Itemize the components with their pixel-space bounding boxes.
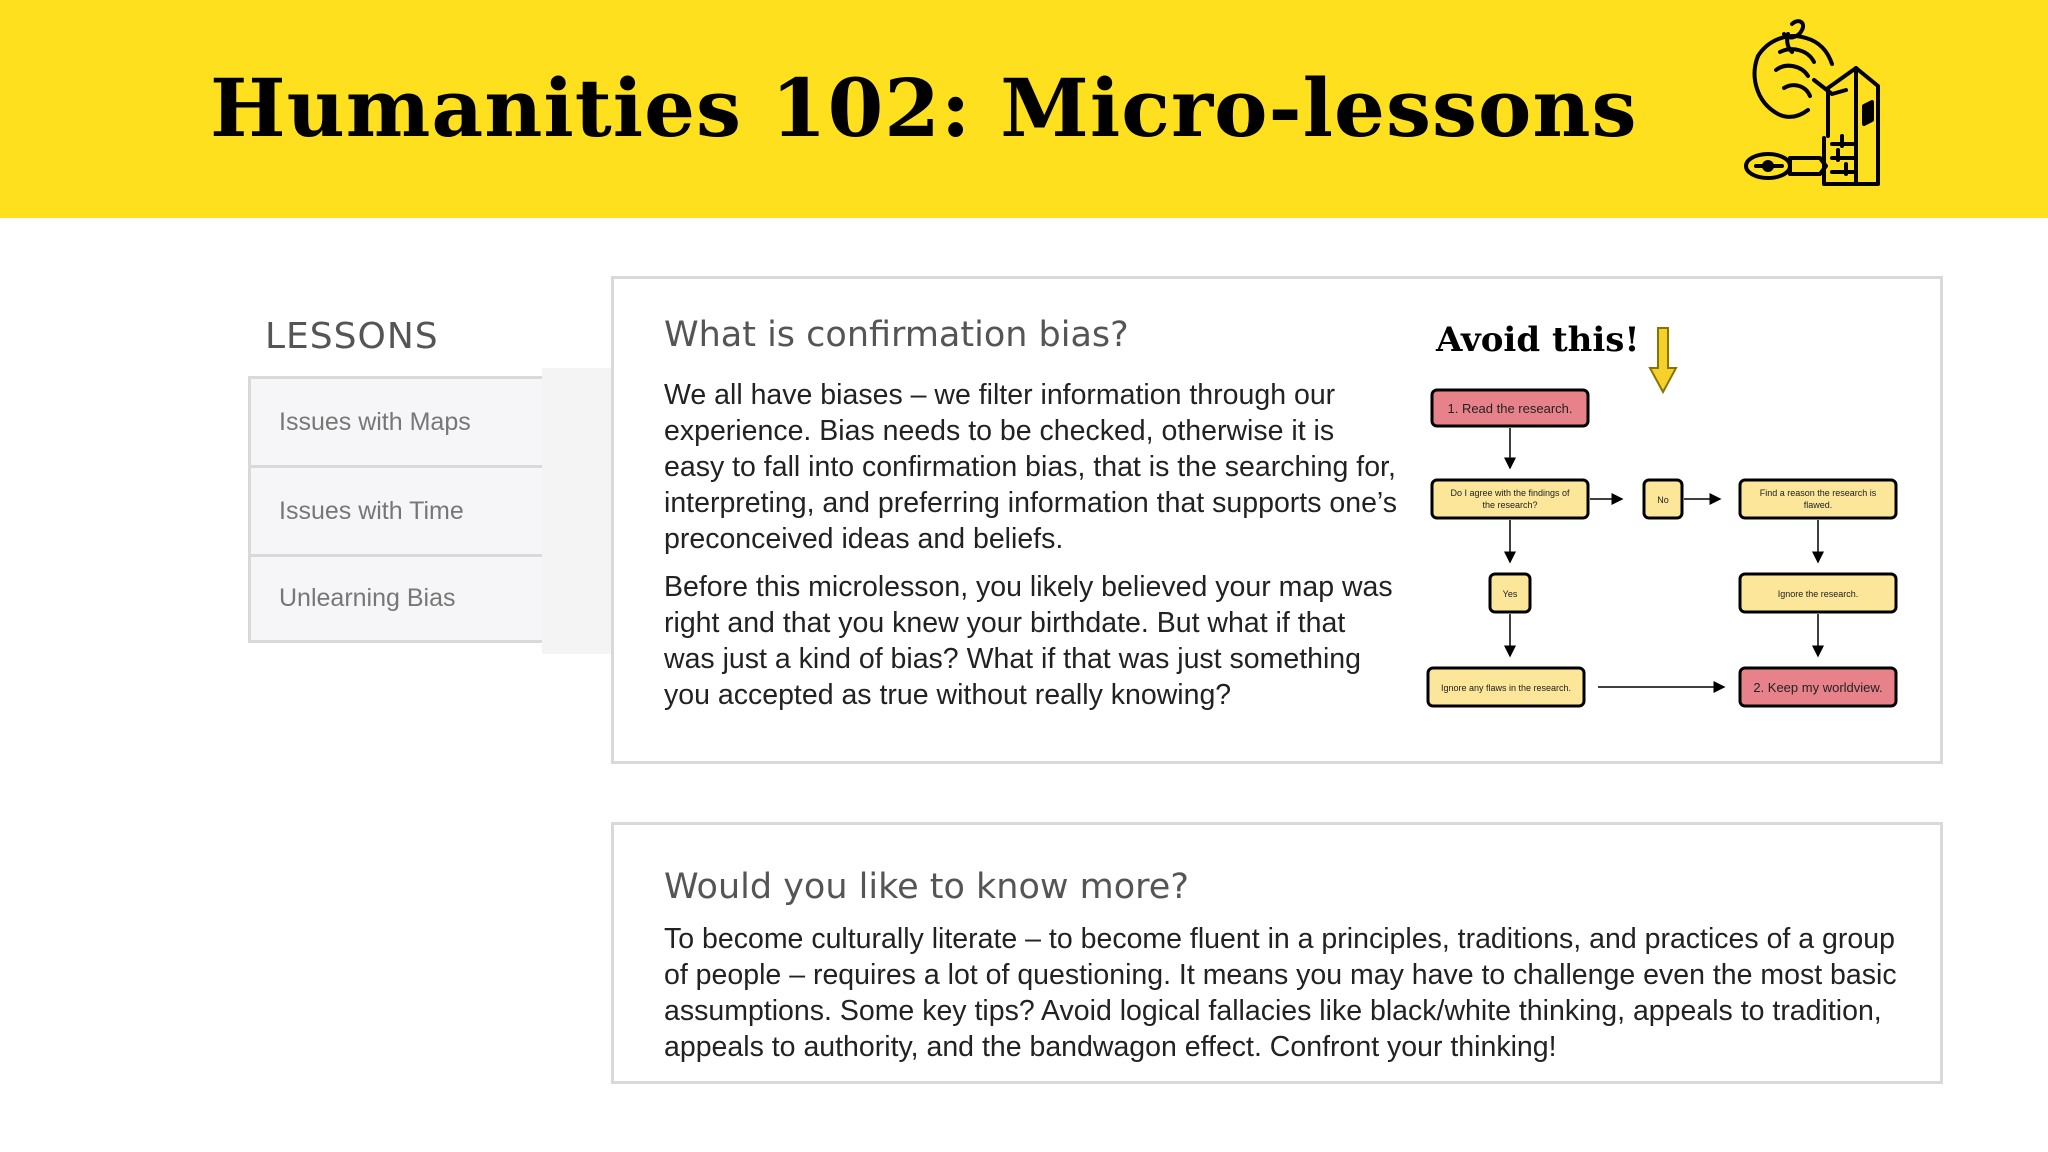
flow-node-question-label: the research?	[1482, 500, 1538, 510]
flow-node-start-label: 1. Read the research.	[1447, 401, 1573, 416]
flow-node-question	[1432, 480, 1588, 518]
flow-node-flaws-label: Ignore any flaws in the research.	[1440, 683, 1572, 693]
confirmation-bias-flowchart	[1422, 318, 1912, 718]
lessons-heading: LESSONS	[265, 316, 439, 357]
sidebar-item-issues-with-time[interactable]: Issues with Time	[248, 465, 542, 554]
flow-node-no-label: No	[1657, 495, 1669, 505]
flow-node-question-label: Do I agree with the findings of	[1450, 488, 1570, 498]
flowchart-caption: Avoid this!	[1436, 320, 1640, 360]
flow-node-reason-label: Find a reason the research is	[1759, 488, 1877, 498]
sidebar-shadow	[542, 368, 612, 654]
down-arrow-icon	[1650, 328, 1676, 392]
sidebar-item-issues-with-maps[interactable]: Issues with Maps	[248, 376, 542, 465]
card-paragraph: Before this microlesson, you likely believed your map was right and that you knew your birthdate. But what if that was just a kind of bias? What if that was just something you accepted as true without really knowing?	[664, 571, 1393, 711]
flow-node-ignore-label: Ignore the research.	[1777, 589, 1859, 599]
flow-node-end-label: 2. Keep my worldview.	[1753, 680, 1883, 695]
header-bar	[0, 0, 2048, 218]
card-heading: What is confirmation bias?	[664, 315, 1129, 355]
card-heading: Would you like to know more?	[664, 867, 1189, 907]
hand-building-icon	[1728, 16, 1904, 192]
card-paragraph: We all have biases – we filter information through our experience. Bias needs to be checked, otherwise it is easy to fall into confirmation bias, that is the searching for, interpreting, and preferring information that supports one’s preconceived ideas and beliefs.	[664, 379, 1397, 555]
know-more-card	[611, 822, 1943, 1084]
flow-node-yes-label: Yes	[1502, 589, 1518, 599]
card-paragraph: To become culturally literate – to become fluent in a principles, traditions, and practices of a group of people – requires a lot of questioning. It means you may have to challenge even the most basic assumptions. Some key tips? Avoid logical fallacies like black/white thinking, appeals to tradition, appeals to authority, and the bandwagon effect. Confront your thinking!	[664, 923, 1897, 1063]
sidebar-item-unlearning-bias[interactable]: Unlearning Bias	[248, 554, 542, 643]
app-title: Humanities 102: Micro-lessons	[210, 61, 1638, 155]
flow-node-reason-label: flawed.	[1803, 500, 1833, 510]
flow-node-reason	[1740, 480, 1896, 518]
lesson-list	[248, 376, 542, 643]
